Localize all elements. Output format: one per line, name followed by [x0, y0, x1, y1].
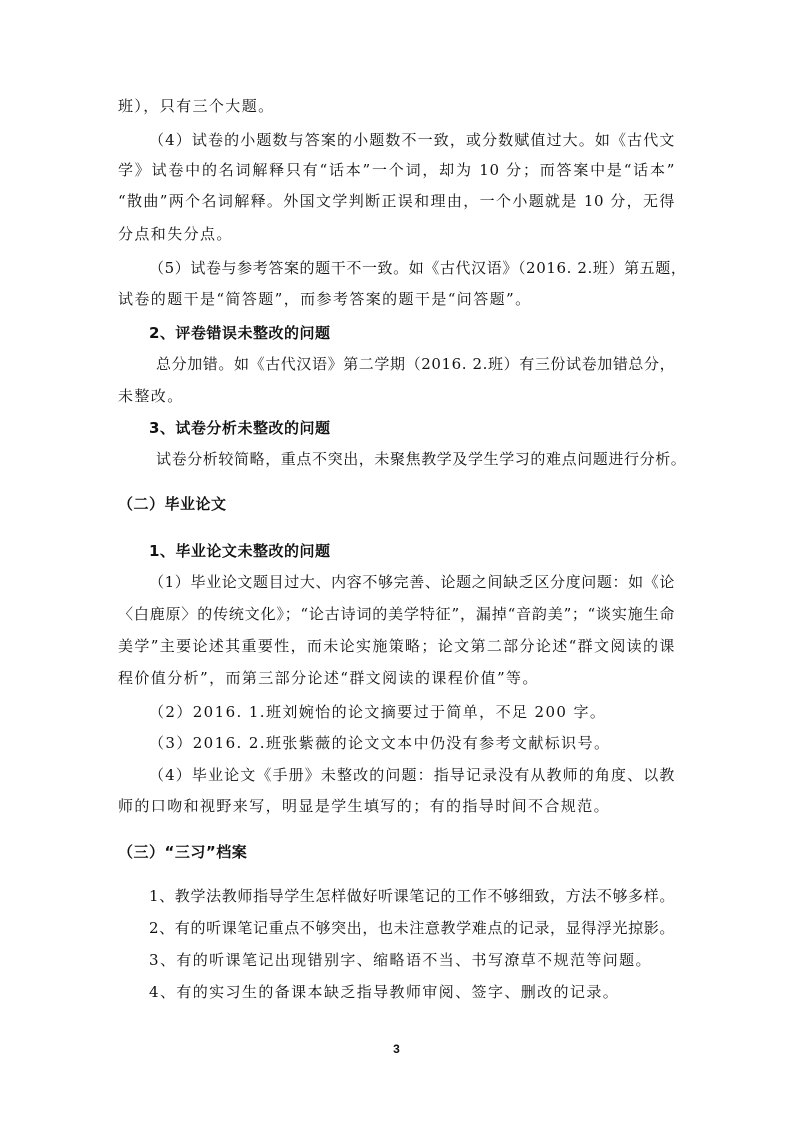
text-line: 试卷的题干是“简答题”，而参考答案的题干是“问答题”。 — [118, 290, 532, 308]
list-item: 2、有的听课笔记重点不够突出，也未注意教学难点的记录，显得浮光掠影。 — [149, 919, 675, 937]
page-number: 3 — [393, 1042, 400, 1056]
text-line: 师的口吻和视野来写，明显是学生填写的；有的指导时间不合规范。 — [118, 797, 611, 815]
subheading: 2、评卷错误未整改的问题 — [149, 324, 331, 342]
text-line: 未整改。 — [118, 387, 184, 405]
text-line: （4）试卷的小题数与答案的小题数不一致，或分数赋值过大。如《古代文 — [149, 131, 675, 149]
text-line: （4）毕业论文《手册》未整改的问题：指导记录没有从教师的角度、以教 — [149, 766, 675, 784]
section-heading: （二）毕业论文 — [118, 495, 227, 513]
text-line: 班），只有三个大题。 — [118, 97, 275, 115]
subheading: 1、毕业论文未整改的问题 — [149, 542, 331, 560]
list-item: 1、教学法教师指导学生怎样做好听课笔记的工作不够细致，方法不够多样。 — [149, 887, 675, 905]
text-line: （3）2016. 2.班张紫薇的论文文本中仍没有参考文献标识号。 — [149, 734, 611, 752]
text-line: （5）试卷与参考答案的题干不一致。如《古代汉语》（2016. 2.班）第五题， — [149, 259, 687, 277]
text-line: 美学”主要论述其重要性，而未论实施策略；论文第二部分论述“群文阅读的课 — [118, 637, 675, 655]
text-line: 〈白鹿原〉的传统文化》；“论古诗词的美学特征”，漏掉“音韵美”；“谈实施生命 — [118, 605, 675, 623]
subheading: 3、试卷分析未整改的问题 — [149, 419, 331, 437]
section-heading: （三）“三习”档案 — [118, 843, 248, 861]
text-line: 程价值分析”，而第三部分论述“群文阅读的课程价值”等。 — [118, 669, 539, 687]
text-line: （1）毕业论文题目过大、内容不够完善、论题之间缺乏区分度问题：如《论 — [149, 573, 675, 591]
list-item: 3、有的听课笔记出现错别字、缩略语不当、书写潦草不规范等问题。 — [149, 951, 652, 969]
text-line: 学》试卷中的名词解释只有“话本”一个词，却为 10 分；而答案中是“话本” — [118, 161, 675, 179]
text-line: 试卷分析较简略，重点不突出，未聚焦教学及学生学习的难点问题进行分析。 — [156, 450, 687, 468]
list-item: 4、有的实习生的备课本缺乏指导教师审阅、签字、删改的记录。 — [149, 983, 620, 1001]
text-line: 分点和失分点。 — [118, 225, 233, 243]
text-line: “散曲”两个名词解释。外国文学判断正误和理由，一个小题就是 10 分，无得 — [118, 192, 675, 210]
text-line: 总分加错。如《古代汉语》第二学期（2016. 2.班）有三份试卷加错总分， — [156, 355, 676, 373]
text-line: （2）2016. 1.班刘婉怡的论文摘要过于简单，不足 200 字。 — [149, 703, 607, 721]
